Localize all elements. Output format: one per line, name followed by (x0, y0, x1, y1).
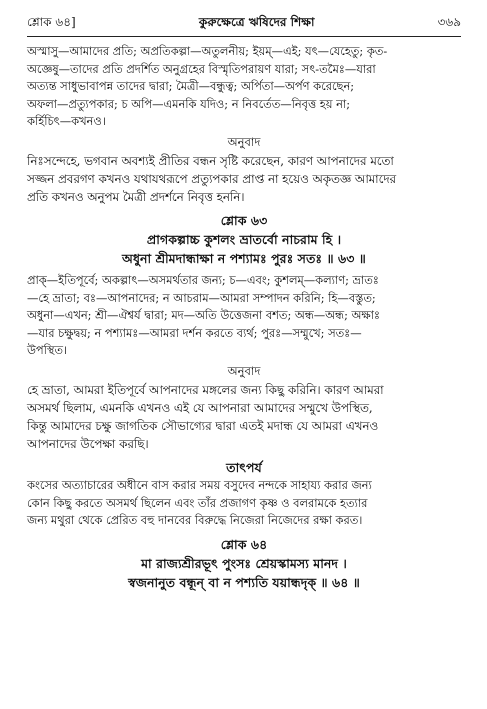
text-line: প্রতি কখনও অনুপম মৈত্রী প্রদর্শনে নিবৃত্ত হননি। (27, 189, 245, 204)
text-line: প্রাক্—ইতিপূর্বে; অকল্পাৎ—অসমর্থতার জন্য; চ—এবং; কুশলম্—কল্যাণ; ভ্রাতঃ (27, 272, 379, 287)
translation-block-1 (27, 152, 461, 206)
text-line: আপনাদের উপেক্ষা করছি। (27, 436, 149, 451)
text-line: কোন কিছু করতে অসমর্থ ছিলেন এবং তাঁর প্রজাগণ কৃষ্ণ ও বলরামকে হত্যার (27, 495, 368, 510)
purport-heading: তাৎপর্য (226, 459, 262, 475)
translation-heading: অনুবাদ (227, 363, 261, 378)
text-line: কর্হিচিৎ—কখনও। (27, 114, 106, 129)
text-line: নিঃসন্দেহে, ভগবান অবশ্যই প্রীতির বন্ধন সৃষ্টি করেছেন, কারণ আপনাদের মতো (27, 153, 394, 168)
text-line: অফলা—প্রত্যুপকার; চ অপি—এমনকি যদিও; ন নিবর্তেত—নিবৃত্ত হয় না; (27, 96, 351, 111)
header-chapter-title: কুরুক্ষেত্রে ঋষিদের শিক্ষা (198, 15, 315, 29)
text-line: —হে ভ্রাতা; বঃ—আপনাদের; ন আচরাম—আমরা সম্পাদন করিনি; হি—বস্তুত; (27, 290, 376, 305)
verse-line: মা রাজ্যশ্রীরভূৎ পুংসঃ শ্রেয়স্কামস্য মানদ । (141, 555, 347, 571)
header-page-number: ৩৬৯ (437, 15, 461, 29)
text-line: অধুনা—এখন; শ্রী—ঐশ্বর্য দ্বারা; মদ—অতি উত্তেজনা বশত; অন্ধ—অন্ধ; অক্ষাঃ (27, 308, 380, 323)
text-line: অত্যন্ত সাধুভাবাপন্ন তাদের দ্বারা; মৈত্রী—বন্ধুত্ব; অর্পিতা—অর্পণ করেছেন; (27, 79, 355, 94)
verse-heading-64: শ্লোক ৬৪ (220, 536, 268, 552)
text-line: জন্য মথুরা থেকে প্রেরিত বহু দানবের বিরুদ্ধে নিজেরা নিজেদের রক্ষা করত। (27, 513, 363, 528)
text-line: সজ্জন প্রবরগণ কখনও যথাযথরূপে প্রত্যুপকার প্রাপ্ত না হয়েও অকৃতজ্ঞ আমাদের (27, 171, 397, 186)
text-line: হে ভ্রাতা, আমরা ইতিপূর্বে আপনাদের মঙ্গলের জন্য কিছু করিনি। কারণ আমরা (27, 382, 384, 397)
purport-block (27, 477, 461, 530)
translation-block-2 (27, 381, 461, 453)
header-verse-ref: শ্লোক ৬৪] (27, 15, 76, 29)
page-header (27, 14, 461, 34)
header-rule (27, 36, 461, 37)
text-line: অসমর্থ ছিলাম, এমনকি এখনও এই যে আপনারা আমাদের সম্মুখে উপস্থিত, (27, 400, 373, 415)
verse-line: অধুনা শ্রীমদান্ধাক্ষা ন পশ্যামঃ পুরঃ সতঃ ॥ ৬৩ ॥ (122, 250, 366, 266)
synonyms-block-top (27, 43, 461, 131)
verse-heading-63: শ্লোক ৬৩ (220, 212, 268, 228)
translation-heading: অনুবাদ (227, 134, 261, 149)
verse-block-64 (27, 554, 461, 592)
text-line: অস্মাসু—আমাদের প্রতি; অপ্রতিকল্পা—অতুলনীয়; ইয়ম্—এই; যৎ—যেহেতু; কৃত- (27, 44, 388, 58)
text-line: কংসের অত্যাচারের অধীনে বাস করার সময় বসুদেব নন্দকে সাহায্য করার জন্য (27, 477, 372, 492)
verse-block-63 (27, 230, 461, 268)
verse-line: প্রাগকল্পাচ্চ কুশলং ভ্রাতর্বো নাচরাম হি । (146, 231, 342, 247)
text-line: —যার চক্ষুদ্বয়; ন পশ্যামঃ—আমরা দর্শন করতে ব্যর্থ; পুরঃ—সম্মুখে; সতঃ— (27, 325, 362, 340)
text-line: কিন্তু আমাদের চক্ষু জাগতিক সৌভাগ্যের দ্বারা এতই মদান্ধ যে আমরা এখনও (27, 418, 379, 433)
synonyms-block-63 (27, 272, 461, 360)
text-line: অজ্ঞেষু—তাদের প্রতি প্রদর্শিত অনুগ্রহের বিস্মৃতিপরায়ণ যারা; সৎ-তমৈঃ—যারা (27, 61, 376, 76)
text-line: উপস্থিত। (27, 343, 68, 358)
verse-line: স্বজনানুত বন্ধূন্ বা ন পশ্যতি যয়ান্ধদৃক্ ॥ ৬৪ ॥ (128, 574, 360, 590)
